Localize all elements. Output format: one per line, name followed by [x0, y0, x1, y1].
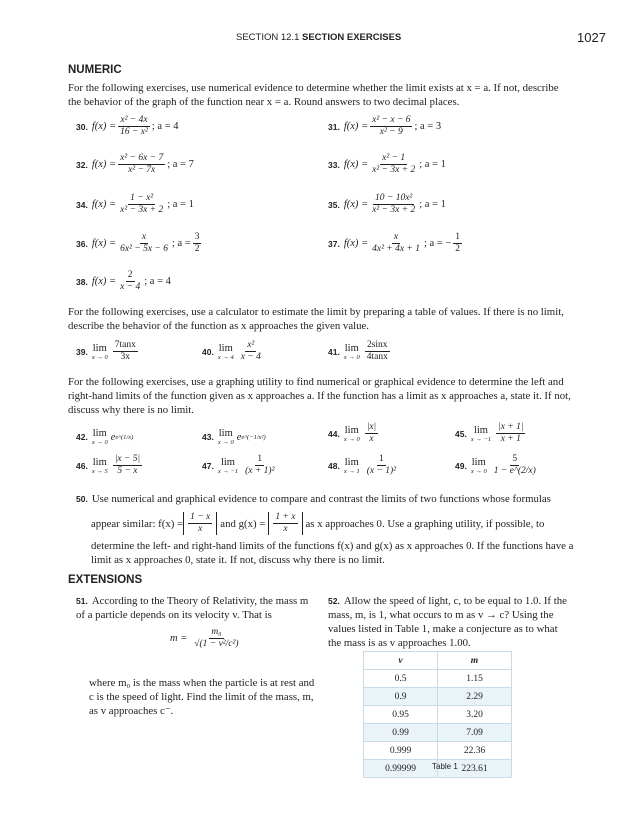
exercise-45: 45. lim x → −1 $\frac{|x + 1|}{x + 1}$: [455, 422, 524, 444]
exercise-30: 30. f(x) = $\frac{\text{x² − 4x}}{\text{16 − x²}}$ ; a = 4: [76, 115, 179, 137]
table-header-row: [364, 652, 512, 670]
exercise-37: 37. f(x) = $\frac{x}{\text{4x² + 4x + 1}}$ ; a = − $\frac{1}{2}$: [328, 232, 461, 254]
numeric-intro: For the following exercises, use numerical evidence to determine whether the limit exists at x = a. If not, describe the behavior of the graph of the function near x = a. Round answers to two decimal places.: [68, 82, 559, 108]
exercise-50-text: determine the left- and right-hand limits of the functions f(x) and g(x) as x approaches 0. If the functions have a limit as x approaches 0, state it. If not, discuss why there is no limit.: [91, 540, 574, 566]
exercise-49: 49. lim x → 0 $\frac{5}{1 - e\^{}(2/x)}$: [455, 454, 536, 476]
table-cell: 7.09: [438, 724, 512, 742]
graphing-intro: For the following exercises, use a graphing utility to find numerical or graphical evidence to determine the left and right-hand limits of the function given as x approaches a. If the function has a limit as x approaches a, state it. If not, discuss why there is no limit.: [68, 376, 571, 416]
exercise-38: 38. f(x) = $\frac{2}{x - 4}$ ; a = 4: [76, 270, 171, 292]
exercise-36: 36. f(x) = $\frac{x}{\text{6x² − 5x − 6}}$ ; a = $\frac{3}{2}$: [76, 232, 200, 254]
exercise-44: 44. lim x → 0 $\frac{|x|}{x}$: [328, 422, 377, 444]
table-caption: Table 1: [432, 762, 458, 771]
exercise-35: 35. f(x) = $\frac{\text{10 − 10x²}}{\text{x² − 3x + 2}}$ ; a = 1: [328, 193, 446, 215]
exercise-31: 31. f(x) = $\frac{\text{x² − x − 6}}{\text{x² − 9}}$ ; a = 3: [328, 115, 442, 137]
column-header-m: m: [438, 652, 512, 670]
calculator-intro: For the following exercises, use a calculator to estimate the limit by preparing a table of values. If there is no limit, describe the behavior of the function as x approaches the given value.: [68, 306, 564, 332]
table-cell: 3.20: [438, 706, 512, 724]
numeric-heading: NUMERIC: [68, 64, 122, 76]
exercise-52: 52. Allow the speed of light, c, to be equal to 1.0. If the mass, m, is 1, what occurs to m as v → c? Using the values listed in Table 1, make a conjecture as to what the mass is as v approaches 1.00.: [328, 595, 567, 649]
page-number: 1027: [577, 30, 606, 45]
table-cell: 2.29: [438, 688, 512, 706]
mass-velocity-table: [363, 651, 512, 778]
exercise-43: 43. lim x → 0 e e^(−1/x²): [202, 428, 266, 446]
exercise-42: 42. lim x → 0 e e^(1/x): [76, 428, 134, 446]
exercise-34: 34. f(x) = $\frac{\text{1 − x²}}{\text{x² − 3x + 2}}$ ; a = 1: [76, 193, 194, 215]
exercise-41: 41. lim x → 0 $\frac{2\sin x}{4\tan x}$: [328, 340, 388, 362]
exercise-40: 40. lim x → 4 $\frac{\text{x²}}{x - 4}$: [202, 340, 261, 362]
exercise-50-formulas: appear similar: f(x) = $\frac{1 - x}{x}$ and g(x) = $\frac{1 + x}{x}$ as x approaches 0. Use a graphing utility, if possible, to: [91, 512, 545, 534]
exercise-39: 39. lim x → 0 $\frac{7\tan x}{3x}$: [76, 340, 136, 362]
table-cell: 0.5: [364, 670, 438, 688]
exercise-51-text: where m₀ is the mass when the particle is at rest and c is the speed of light. Find the limit of the mass, m, as v approaches c⁻.: [89, 677, 315, 717]
extensions-heading: EXTENSIONS: [68, 574, 143, 586]
table-row: [364, 706, 512, 724]
table-cell: 0.95: [364, 706, 438, 724]
table-cell: 0.9: [364, 688, 438, 706]
table-cell: 22.36: [438, 742, 512, 760]
exercise-48: 48. lim x → 1 $\frac{1}{\text{(x − 1)²}}$: [328, 454, 397, 476]
exercise-33: 33. f(x) = $\frac{\text{x² − 1}}{\text{x² − 3x + 2}}$ ; a = 1: [328, 153, 446, 175]
column-header-v: v: [364, 652, 438, 670]
section-label: SECTION 12.1 SECTION EXERCISES: [236, 32, 402, 43]
table-cell: 223.61: [438, 760, 512, 778]
exercise-46: 46. lim x → 5 $\frac{|x - 5|}{5 - x}$: [76, 454, 141, 476]
table-cell: 1.15: [438, 670, 512, 688]
table-row: [364, 670, 512, 688]
exercise-32: 32. f(x) = $\frac{\text{x² − 6x − 7}}{\text{x² − 7x}}$ ; a = 7: [76, 153, 194, 175]
table-cell: 0.99: [364, 724, 438, 742]
exercise-51: 51. According to the Theory of Relativity, the mass m of a particle depends on its velocity v. That is: [76, 595, 309, 621]
table-row: [364, 688, 512, 706]
table-cell: 0.999: [364, 742, 438, 760]
page-header: [0, 30, 630, 46]
table-row: [364, 724, 512, 742]
exercise-47: 47. lim x → −1 $\frac{1}{\text{(x + 1)²}}$: [202, 454, 275, 476]
table-row: [364, 742, 512, 760]
table-cell: 0.99999: [364, 760, 438, 778]
relativity-formula: m = $\frac{\text{m₀}}{\text{√(1 − v²/c²)}}$: [170, 627, 239, 649]
exercise-50: 50. Use numerical and graphical evidence to compare and contrast the limits of two functions whose formulas: [76, 493, 551, 505]
